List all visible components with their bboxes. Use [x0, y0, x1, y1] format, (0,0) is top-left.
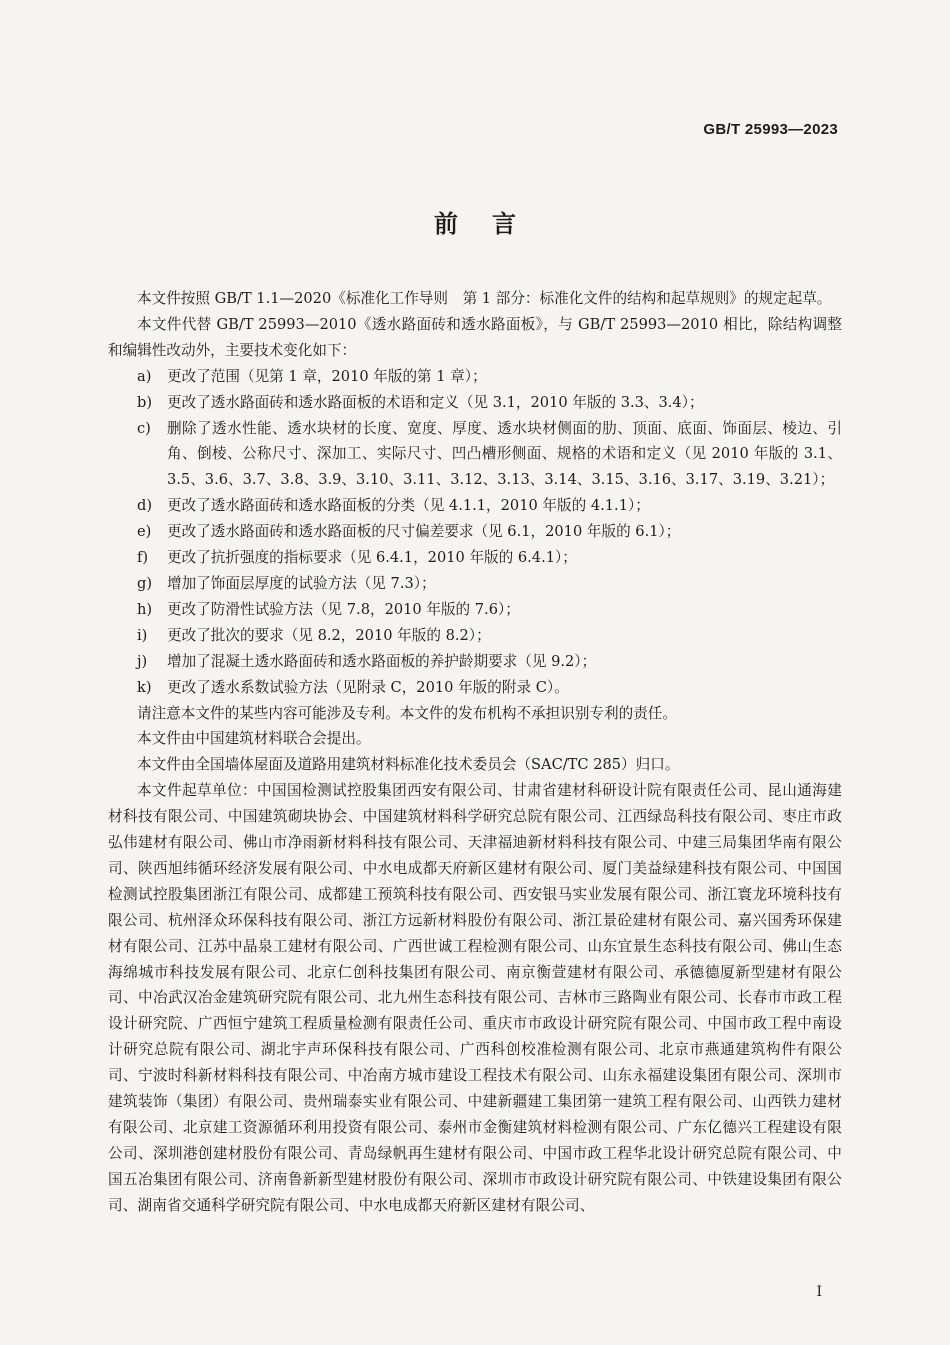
page-title: 前言 [434, 209, 550, 238]
list-item [108, 493, 842, 519]
list-item [108, 519, 842, 545]
list-item-label: k) [137, 678, 152, 696]
list-item-label: d) [137, 497, 153, 515]
list-item-text: 删除了透水性能、透水块材的长度、宽度、厚度、透水块材侧面的肋、顶面、底面、饰面层、棱边、引角、倒棱、公称尺寸、深加工、实际尺寸、凹凸槽形侧面、规格的术语和定义（见 2010 年版的 3.1、3.5、3.6、3.7、3.8、3.9、3.10、3.11、3.12、3.13、3.14、3.15、3.16、3.17、3.19、3.21）； [167, 419, 842, 489]
patent-notice: 请注意本文件的某些内容可能涉及专利。本文件的发布机构不承担识别专利的责任。 [137, 704, 677, 722]
list-item-text: 更改了批次的要求（见 8.2，2010 年版的 8.2）； [167, 626, 491, 644]
list-item-text: 更改了透水路面砖和透水路面板的尺寸偏差要求（见 6.1，2010 年版的 6.1）； [167, 523, 681, 541]
list-item [108, 675, 842, 701]
drafting-organizations: 本文件起草单位：中国国检测试控股集团西安有限公司、甘肃省建材科研设计院有限责任公司、昆山通海建材科技有限公司、中国建筑砌块协会、中国建筑材料科学研究总院有限公司、江西绿岛科技有限公司、枣庄市政弘伟建材有限公司、佛山市净雨新材料科技有限公司、天津福迪新材料科技有限公司、中建三局集团华南有限公司、陕西旭纬循环经济发展有限公司、中水电成都天府新区建材有限公司、厦门美益绿建科技有限公司、中国国检测试控股集团浙江有限公司、成都建工预筑科技有限公司、西安银马实业发展有限公司、浙江寰龙环境科技有限公司、杭州泽众环保科技有限公司、浙江方远新材料股份有限公司、浙江景砼建材有限公司、嘉兴国秀环保建材有限公司、江苏中晶泉工建材有限公司、广西世诚工程检测有限公司、山东宜景生态科技有限公司、佛山生态海绵城市科技发展有限公司、北京仁创科技集团有限公司、南京衡萱建材有限公司、承德德厦新型建材有限公司、中冶武汉冶金建筑研究院有限公司、北九州生态科技有限公司、吉林市三路陶业有限公司、长春市市政工程设计研究院、广西恒宁建筑工程质量检测有限责任公司、重庆市市政设计研究院有限公司、中国市政工程中南设计研究总院有限公司、湖北宇声环保科技有限公司、广西科创校准检测有限公司、北京市燕通建筑构件有限公司、宁波时科新材料科技有限公司、中冶南方城市建设工程技术有限公司、山东永福建设集团有限公司、深圳市建筑装饰（集团）有限公司、贵州瑞泰实业有限公司、中建新疆建工集团第一建筑工程有限公司、山西铁力建材有限公司、北京建工资源循环利用投资有限公司、泰州市金衡建筑材料检测有限公司、广东亿德兴工程建设有限公司、深圳港创建材股份有限公司、青岛绿帆再生建材有限公司、中国市政工程华北设计研究总院有限公司、中国五冶集团有限公司、济南鲁新新型建材股份有限公司、深圳市市政设计研究院有限公司、中铁建设集团有限公司、湖南省交通科学研究院有限公司、中水电成都天府新区建材有限公司、 [108, 782, 842, 1214]
list-item [108, 416, 842, 494]
list-item [108, 364, 842, 390]
list-item [108, 390, 842, 416]
list-item-label: i) [137, 626, 148, 644]
list-item-label: h) [137, 600, 153, 618]
list-item [108, 571, 842, 597]
paragraph-basis: 本文件按照 GB/T 1.1—2020《标准化工作导则 第 1 部分：标准化文件的结构和起草规则》的规定起草。 [137, 290, 832, 307]
list-item-text: 更改了抗折强度的指标要求（见 6.4.1，2010 年版的 6.4.1）； [167, 549, 577, 567]
document-body [108, 286, 842, 1219]
list-item-label: f) [137, 549, 149, 567]
list-item-text: 更改了透水系数试验方法（见附录 C，2010 年版的附录 C）。 [167, 678, 569, 696]
centralized-by: 本文件由全国墙体屋面及道路用建筑材料标准化技术委员会（SAC/TC 285）归口。 [137, 756, 680, 774]
list-item [108, 545, 842, 571]
list-item-text: 更改了防滑性试验方法（见 7.8，2010 年版的 7.6）； [167, 600, 520, 618]
list-item-text: 更改了透水路面砖和透水路面板的术语和定义（见 3.1，2010 年版的 3.3、3.4）； [167, 393, 704, 411]
list-item [108, 623, 842, 649]
list-item-label: g) [137, 574, 153, 592]
list-item-text: 更改了范围（见第 1 章，2010 年版的第 1 章）； [167, 367, 487, 385]
paragraph-replacement: 本文件代替 GB/T 25993—2010《透水路面砖和透水路面板》，与 GB/T 25993—2010 相比，除结构调整和编辑性改动外，主要技术变化如下： [108, 315, 842, 359]
list-item [108, 597, 842, 623]
list-item-text: 增加了混凝土透水路面砖和透水路面板的养护龄期要求（见 9.2）； [167, 652, 597, 670]
proposed-by: 本文件由中国建筑材料联合会提出。 [137, 730, 371, 748]
list-item-label: e) [137, 523, 152, 541]
page-number: I [816, 1284, 822, 1300]
standard-code: GB/T 25993—2023 [703, 121, 838, 138]
list-item [108, 649, 842, 675]
list-item-text: 增加了饰面层厚度的试验方法（见 7.3）； [167, 574, 436, 592]
list-item-label: c) [137, 419, 151, 437]
list-item-text: 更改了透水路面砖和透水路面板的分类（见 4.1.1，2010 年版的 4.1.1）； [167, 497, 650, 515]
list-item-label: j) [137, 652, 148, 670]
list-item-label: b) [137, 393, 153, 411]
changes-list [108, 364, 842, 701]
list-item-label: a) [137, 367, 152, 385]
